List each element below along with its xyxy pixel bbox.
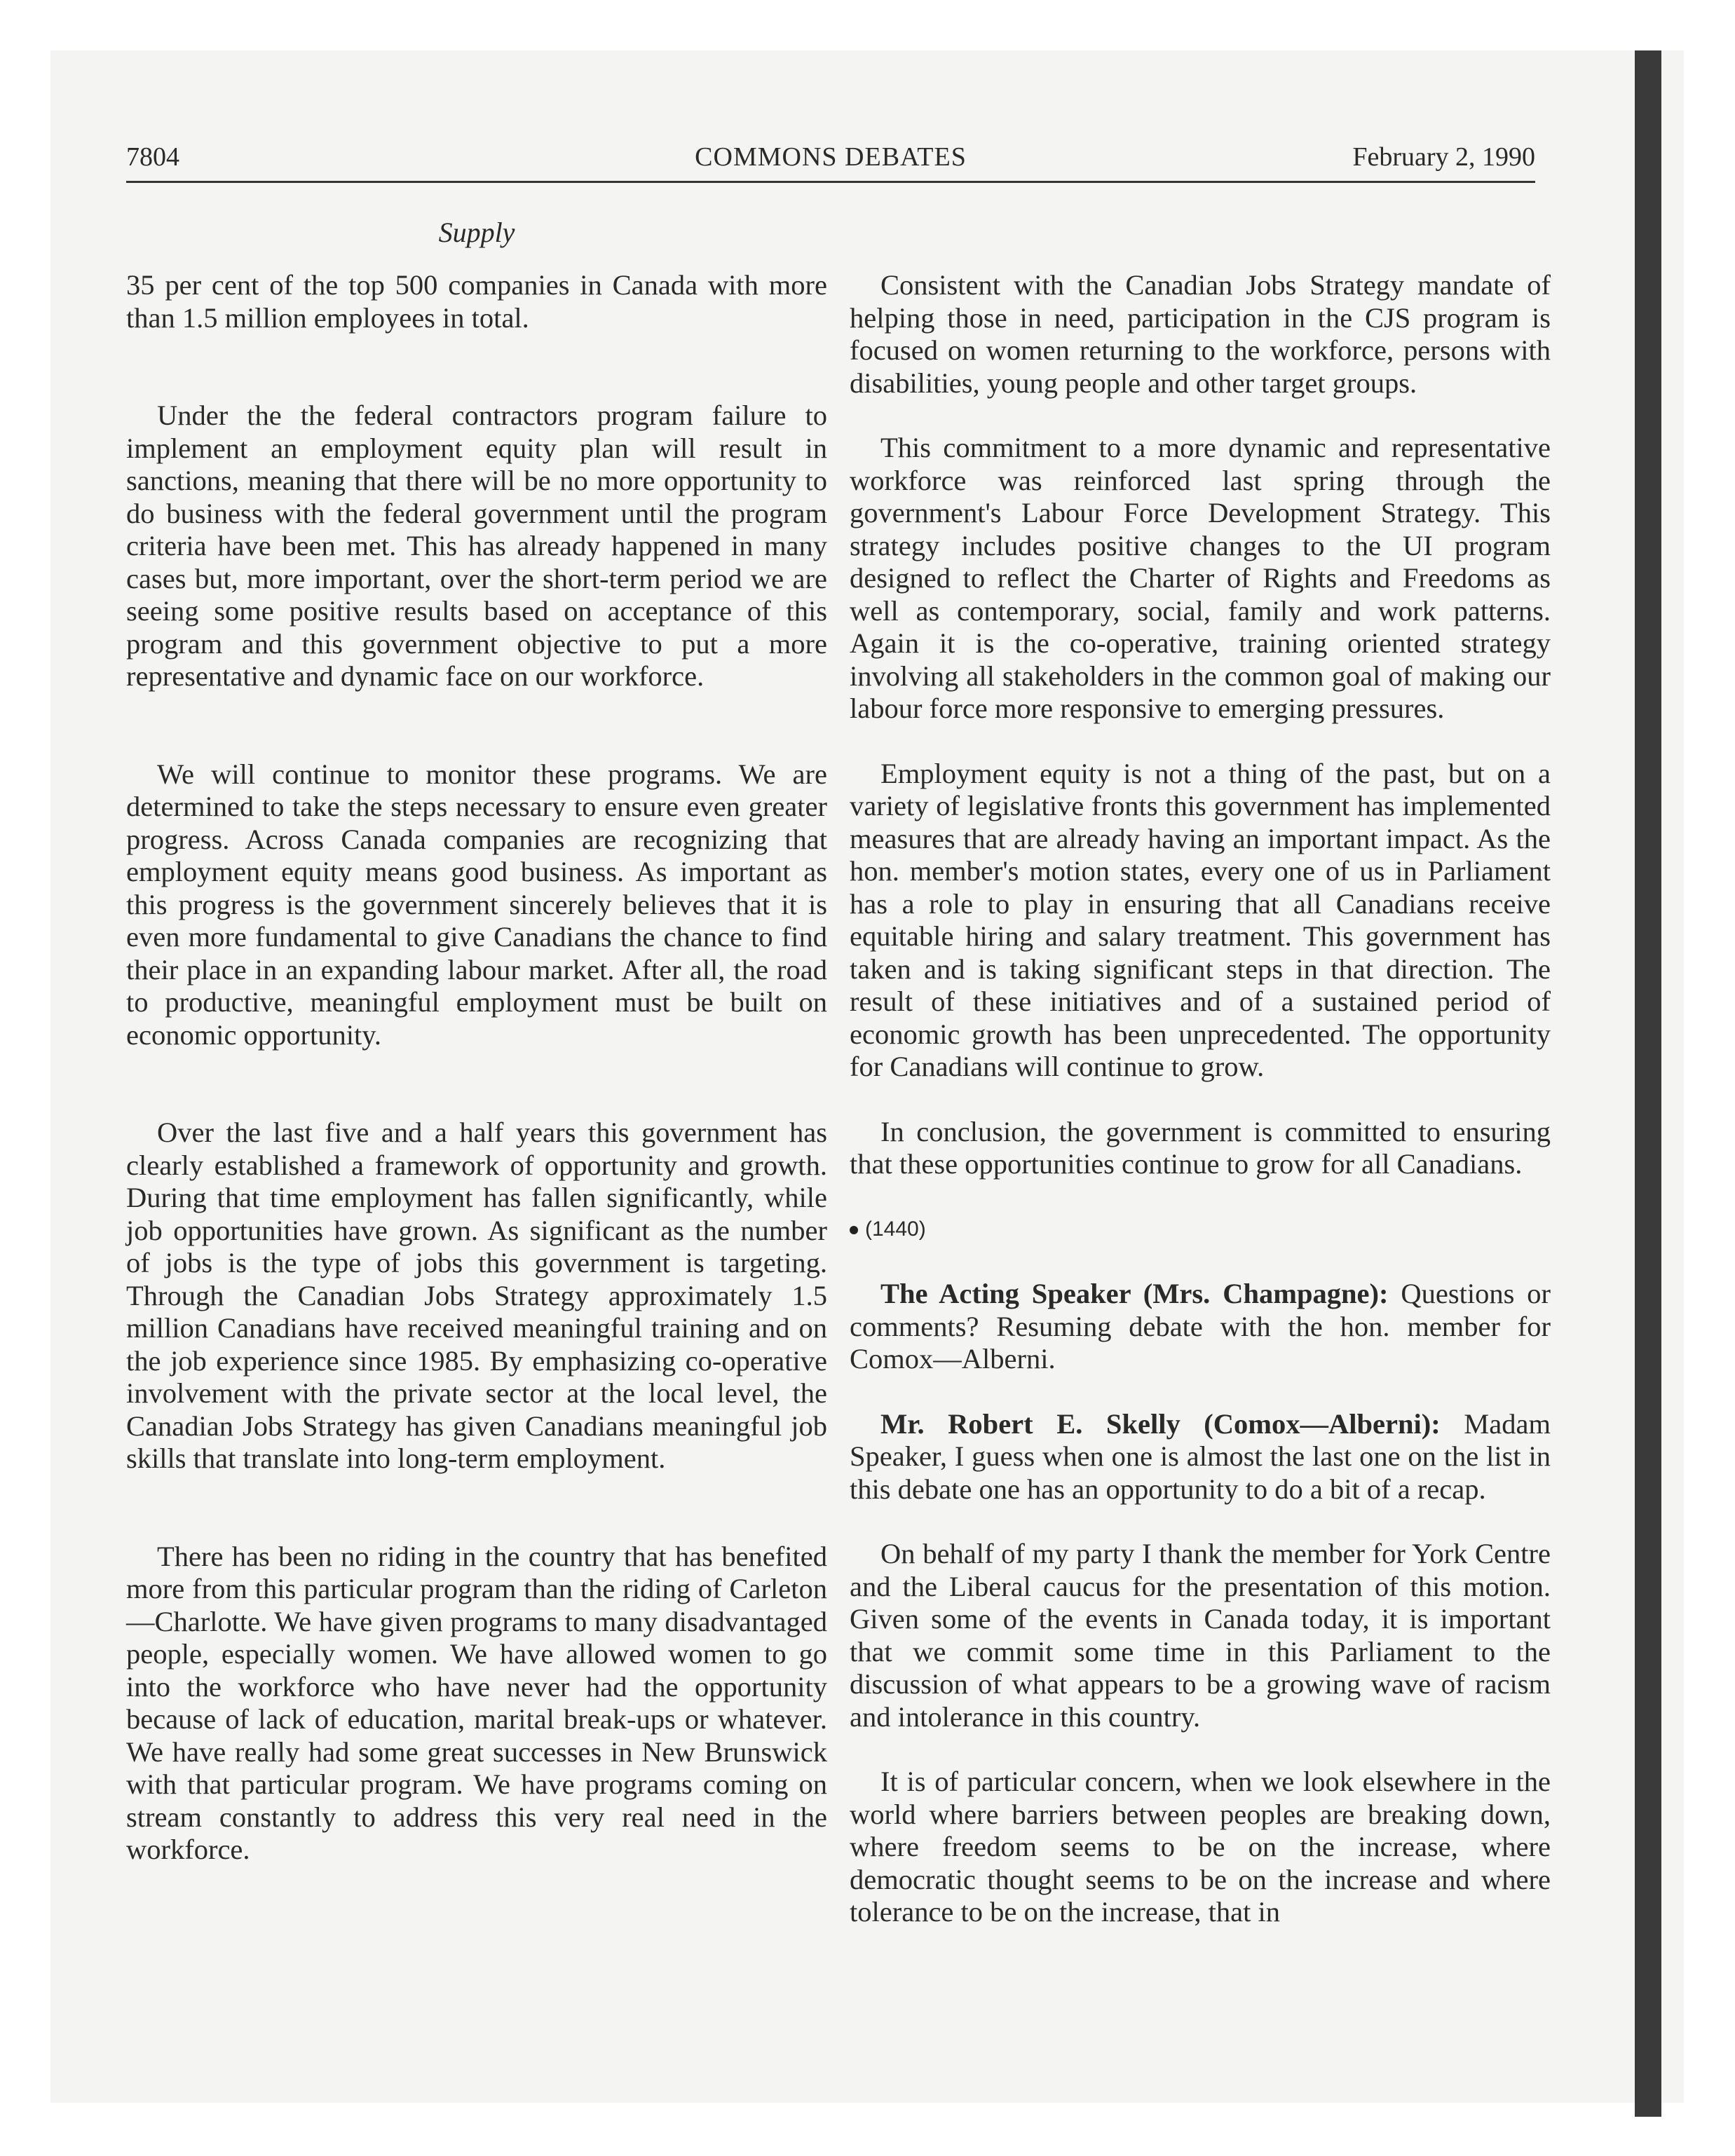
speaker-paragraph	[850, 1278, 1551, 1376]
paragraph: Under the the federal contractors program failure to implement an employment equity plan will result in sanctions, meaning that there will be no more opportunity to do business with the federal government until the program criteria have been met. This has already happened in many cases but, more important, over the short-term period we are seeing some positive results based on acceptance of this program and this government objective to put a more representative and dynamic face on our workforce.	[126, 400, 827, 692]
scan-edge-shadow	[1635, 50, 1661, 2117]
paragraph: There has been no riding in the country that has benefited more from this particular program than the riding of Carleton—Charlotte. We have given programs to many disadvantaged people, especially women. We have allowed women to go into the workforce who have never had the opportunity because of lack of education, marital break-ups or whatever. We have really had some great successes in New Brunswick with that particular program. We have programs coming on stream constantly to address this very real need in the workforce.	[126, 1540, 827, 1865]
paragraph: It is of particular concern, when we look elsewhere in the world where barriers between peoples are breaking down, where freedom seems to be on the increase, where democratic thought seems to be on the increase and where tolerance to be on the increase, that in	[850, 1766, 1551, 1928]
time-marker-text: (1440)	[865, 1217, 926, 1241]
page-number: 7804	[126, 142, 179, 172]
time-marker	[850, 1213, 1551, 1246]
section-heading: Supply	[438, 217, 515, 248]
publication-date: February 2, 1990	[1352, 142, 1535, 172]
paragraph: In conclusion, the government is committed to ensuring that these opportunities continue to grow for all Canadians.	[850, 1115, 1551, 1180]
paragraph: Employment equity is not a thing of the past, but on a variety of legislative fronts this government has implemented measures that are already having an important impact. As the hon. member's motion states, every one of us in Parliament has a role to play in ensuring that all Canadians receive equitable hiring and salary treatment. This government has taken and is taking significant steps in that direction. The result of these initiatives and of a sustained period of economic growth has been unprecedented. The opportunity for Canadians will continue to grow.	[850, 757, 1551, 1082]
paragraph: Over the last five and a half years this government has clearly established a framework of opportunity and growth. During that time employment has fallen significantly, while job opportunities have grown. As significant as the number of jobs is the type of jobs this government is targeting. Through the Canadian Jobs Strategy approximately 1.5 million Canadians have received meaningful training and on the job experience since 1985. By emphasizing co-operative involvement with the private sector at the local level, the Canadian Jobs Strategy has given Canadians meaningful job skills that translate into long-term employment.	[126, 1117, 827, 1474]
paragraph: This commitment to a more dynamic and representative workforce was reinforced last spring through the government's Labour Force Development Strategy. This strategy includes positive changes to the UI program designed to reflect the Charter of Rights and Freedoms as well as contemporary, social, family and work patterns. Again it is the co-operative, training oriented strategy involving all stakeholders in the common goal of making our labour force more responsive to emerging pressures.	[850, 432, 1551, 724]
speaker-paragraph	[850, 1408, 1551, 1506]
paragraph: On behalf of my party I thank the member for York Centre and the Liberal caucus for the presentation of this motion. Given some of the events in Canada today, it is important that we commit some time in this Parliament to the discussion of what appears to be a growing wave of racism and intolerance in this country.	[850, 1538, 1551, 1733]
speaker-name: The Acting Speaker (Mrs. Champagne):	[880, 1278, 1389, 1309]
speaker-name: Mr. Robert E. Skelly (Comox—Alberni):	[880, 1407, 1441, 1440]
left-column	[126, 269, 827, 1932]
page-header	[126, 137, 1535, 183]
paragraph: 35 per cent of the top 500 companies in Canada with more than 1.5 million employees in total.	[126, 269, 827, 334]
bullet-icon	[850, 1226, 858, 1234]
right-column	[850, 269, 1551, 1961]
paragraph: Consistent with the Canadian Jobs Strategy mandate of helping those in need, participation in the CJS program is focused on women returning to the workforce, persons with disabilities, young people and other target groups.	[850, 269, 1551, 399]
paragraph: We will continue to monitor these programs. We are determined to take the steps necessary to ensure even greater progress. Across Canada companies are recognizing that employment equity means good business. As important as this progress is the government sincerely believes that it is even more fundamental to give Canadians the chance to find their place in an expanding labour market. After all, the road to productive, meaningful employment must be built on economic opportunity.	[126, 758, 827, 1051]
speaker-text: Madam Speaker, I guess when one is almost the last one on the list in this debate one has an opportunity to do a bit of a recap.	[850, 1407, 1551, 1505]
speaker-text: Questions or comments? Resuming debate with the hon. member for Comox—Alberni.	[850, 1278, 1551, 1374]
publication-title: COMMONS DEBATES	[695, 142, 967, 172]
